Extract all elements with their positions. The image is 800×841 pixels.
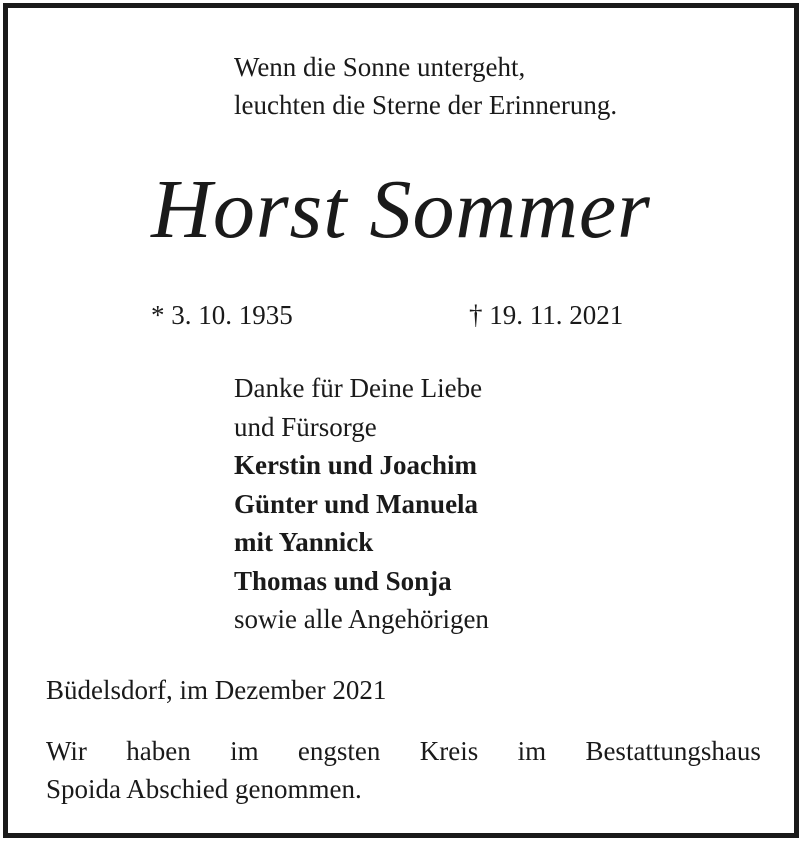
motto-line: leuchten die Sterne der Erinnerung. (234, 90, 618, 120)
note-word: im (517, 736, 547, 766)
deceased-name: Horst Sommer (151, 163, 651, 256)
obituary-notice (3, 3, 799, 838)
mourner-name: Günter und Manuela (234, 488, 479, 519)
thanks-line: Danke für Deine Liebe (234, 373, 483, 403)
birth-date: * 3. 10. 1935 (151, 300, 293, 330)
death-date: † 19. 11. 2021 (469, 300, 624, 330)
mourners-block (234, 369, 489, 639)
note-word: engsten (297, 736, 381, 766)
farewell-note (46, 732, 761, 808)
mourner-name: Kerstin und Joachim (234, 450, 478, 480)
motto-line: Wenn die Sonne untergeht, (234, 52, 526, 82)
mourners-closing: sowie alle Angehörigen (234, 604, 489, 634)
note-word: Wir (46, 736, 87, 766)
thanks-line: und Fürsorge (234, 411, 377, 442)
note-word: haben (126, 736, 191, 766)
mourner-name: Thomas und Sonja (234, 565, 452, 596)
motto (234, 48, 617, 124)
note-word: Bestattungshaus (585, 736, 761, 766)
note-word: im (230, 736, 259, 766)
note-word: Kreis (419, 736, 479, 766)
mourner-name: mit Yannick (234, 527, 374, 557)
place-date: Büdelsdorf, im Dezember 2021 (46, 675, 387, 705)
note-line: Spoida Abschied genommen. (46, 774, 362, 804)
note-line (46, 732, 761, 770)
